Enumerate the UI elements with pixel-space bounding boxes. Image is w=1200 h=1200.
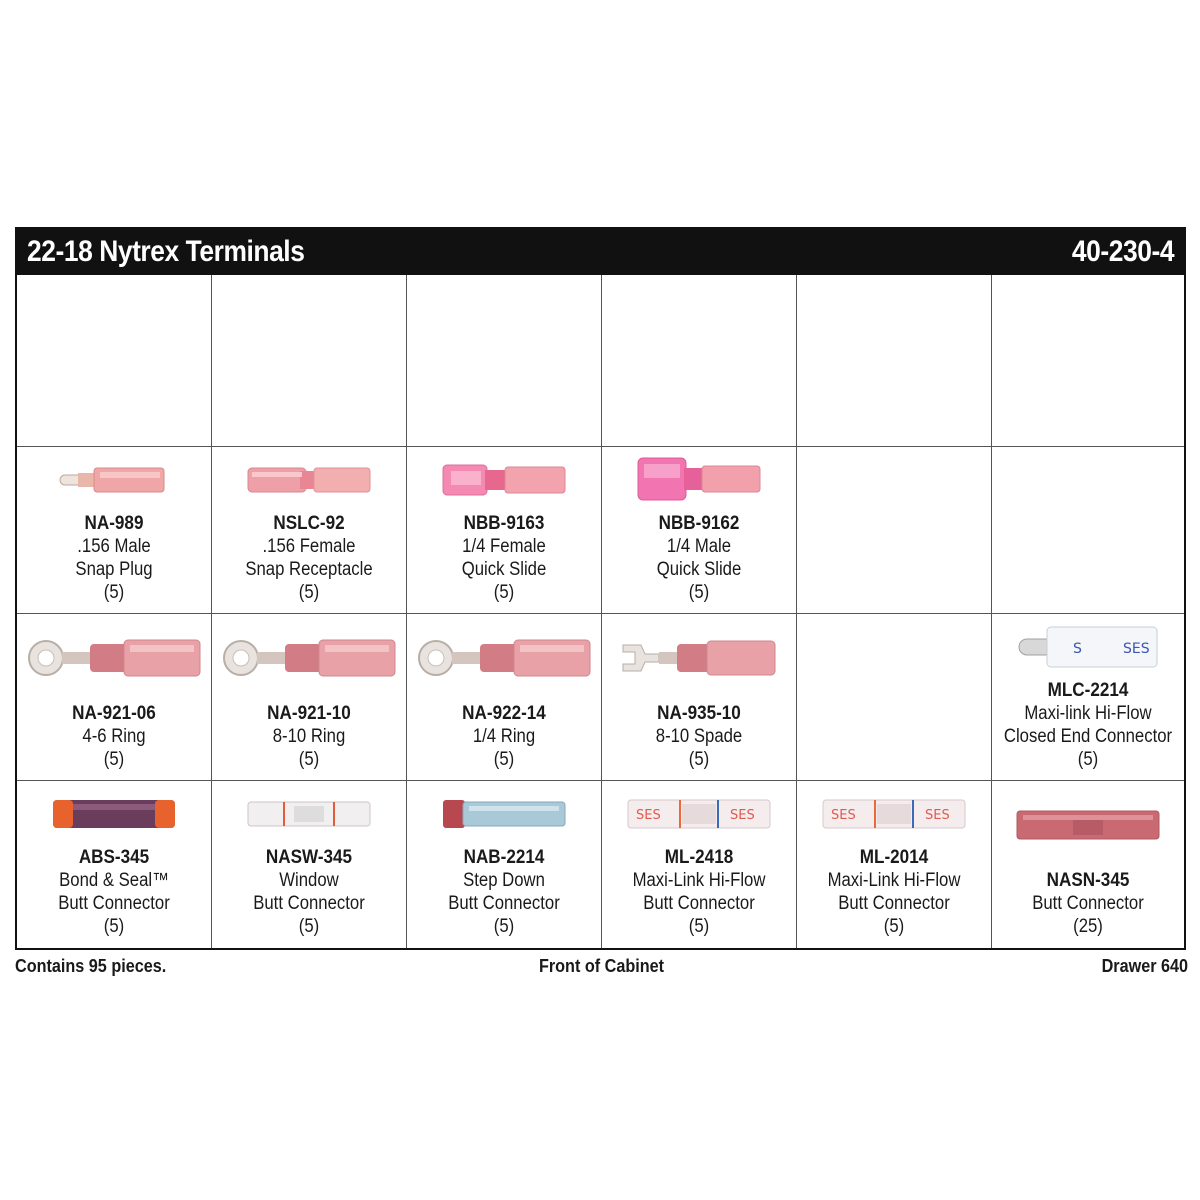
- quantity: (5): [688, 582, 710, 603]
- compartment-label: [602, 702, 796, 771]
- compartment-label: [17, 512, 211, 604]
- part-number: NA-921-10: [267, 703, 351, 724]
- description-line: 4-6 Ring: [82, 726, 146, 747]
- part-number: NAB-2214: [463, 847, 545, 868]
- svg-text:SES: SES: [831, 807, 856, 823]
- description-line: Butt Connector: [58, 893, 170, 914]
- empty-compartment: [797, 275, 992, 447]
- empty-compartment: [407, 275, 602, 447]
- compartment-nslc-92: [212, 447, 407, 614]
- quantity: (5): [493, 916, 515, 937]
- description-line: 8-10 Ring: [272, 726, 346, 747]
- compartment-na-922-14: [407, 614, 602, 781]
- part-number: NASW-345: [265, 847, 353, 868]
- quantity: (5): [298, 582, 320, 603]
- quantity: (25): [1073, 916, 1103, 937]
- quantity: (5): [1077, 749, 1099, 770]
- description-line: Maxi-link Hi-Flow: [1024, 703, 1152, 724]
- part-number: NSLC-92: [273, 513, 345, 534]
- empty-compartment: [797, 614, 992, 781]
- description-line: Snap Receptacle: [245, 559, 373, 580]
- kit-number: 40-230-4: [1071, 235, 1174, 268]
- drawer-number: Drawer 640: [1101, 956, 1188, 976]
- empty-compartment: [797, 447, 992, 614]
- description-line: Step Down: [463, 870, 545, 891]
- part-number: MLC-2214: [1047, 680, 1129, 701]
- footer: [15, 956, 1188, 980]
- title-bar: [17, 229, 1184, 275]
- quantity: (5): [298, 749, 320, 770]
- snap-receptacle-icon: [212, 447, 406, 512]
- compartment-nab-2214: [407, 781, 602, 948]
- compartment-label: [797, 846, 991, 938]
- description-line: Window: [279, 870, 339, 891]
- compartment-label: [602, 512, 796, 604]
- part-number: ML-2014: [859, 847, 929, 868]
- compartment-label: [407, 512, 601, 604]
- quantity: (5): [688, 749, 710, 770]
- part-number: NA-989: [84, 513, 144, 534]
- description-line: Closed End Connector: [1003, 726, 1173, 747]
- description-line: 1/4 Ring: [472, 726, 536, 747]
- female-quick-slide-icon: [407, 447, 601, 512]
- description-line: 1/4 Female: [462, 536, 546, 557]
- drawer-title: 22-18 Nytrex Terminals: [27, 235, 305, 268]
- compartment-na-921-10: [212, 614, 407, 781]
- compartment-label: [17, 702, 211, 771]
- description-line: Butt Connector: [448, 893, 560, 914]
- compartment-nbb-9163: [407, 447, 602, 614]
- compartment-label: [212, 702, 406, 771]
- compartment-na-935-10: [602, 614, 797, 781]
- compartment-ml-2418: [602, 781, 797, 948]
- part-number: NA-921-06: [72, 703, 156, 724]
- quantity: (5): [688, 916, 710, 937]
- description-line: Quick Slide: [656, 559, 742, 580]
- description-line: 1/4 Male: [666, 536, 732, 557]
- description-line: Butt Connector: [253, 893, 365, 914]
- compartment-label: [602, 846, 796, 938]
- compartment-label: [212, 512, 406, 604]
- window-butt-connector-icon: [212, 781, 406, 846]
- description-line: Maxi-Link Hi-Flow: [632, 870, 766, 891]
- compartment-label: [17, 846, 211, 938]
- spade-terminal-icon: [602, 614, 796, 702]
- quantity: (5): [103, 916, 125, 937]
- compartment-abs-345: [17, 781, 212, 948]
- butt-connector-icon: [992, 781, 1184, 869]
- compartment-nasn-345: [992, 781, 1184, 948]
- compartment-label: [212, 846, 406, 938]
- quantity: (5): [493, 749, 515, 770]
- piece-count: Contains 95 pieces.: [15, 956, 167, 976]
- compartment-label: [407, 702, 601, 771]
- compartment-nasw-345: [212, 781, 407, 948]
- empty-compartment: [17, 275, 212, 447]
- description-line: Snap Plug: [75, 559, 153, 580]
- quantity: (5): [298, 916, 320, 937]
- maxi-link-butt-connector-icon: [797, 781, 991, 846]
- quantity: (5): [103, 582, 125, 603]
- compartment-na-989: [17, 447, 212, 614]
- part-number: NA-935-10: [657, 703, 741, 724]
- maxi-link-butt-connector-icon: [602, 781, 796, 846]
- part-number: NASN-345: [1046, 870, 1130, 891]
- empty-compartment: [212, 275, 407, 447]
- cabinet-side: Front of Cabinet: [538, 956, 665, 976]
- compartment-label: [992, 869, 1184, 938]
- description-line: Butt Connector: [1032, 893, 1144, 914]
- bond-seal-butt-connector-icon: [17, 781, 211, 846]
- ring-terminal-icon: [212, 614, 406, 702]
- svg-text:SES: SES: [925, 807, 950, 823]
- description-line: Butt Connector: [838, 893, 950, 914]
- svg-text:S: S: [1073, 640, 1082, 657]
- description-line: Quick Slide: [461, 559, 547, 580]
- svg-text:SES: SES: [636, 807, 661, 823]
- empty-compartment: [992, 447, 1184, 614]
- quantity: (5): [493, 582, 515, 603]
- compartment-grid: [17, 275, 1184, 948]
- part-number: NBB-9163: [463, 513, 545, 534]
- description-line: .156 Male: [77, 536, 151, 557]
- compartment-na-921-06: [17, 614, 212, 781]
- compartment-nbb-9162: [602, 447, 797, 614]
- description-line: 8-10 Spade: [655, 726, 743, 747]
- part-number: ML-2418: [664, 847, 734, 868]
- male-quick-slide-icon: [602, 447, 796, 512]
- ring-terminal-icon: [17, 614, 211, 702]
- closed-end-connector-icon: [992, 614, 1184, 679]
- quantity: (5): [883, 916, 905, 937]
- description-line: .156 Female: [262, 536, 356, 557]
- compartment-label: [992, 679, 1184, 771]
- svg-text:SES: SES: [730, 807, 755, 823]
- ring-terminal-icon: [407, 614, 601, 702]
- compartment-ml-2014: [797, 781, 992, 948]
- part-number: NBB-9162: [658, 513, 740, 534]
- compartment-label: [407, 846, 601, 938]
- description-line: Bond & Seal™: [59, 870, 169, 891]
- empty-compartment: [992, 275, 1184, 447]
- step-down-butt-connector-icon: [407, 781, 601, 846]
- part-number: ABS-345: [78, 847, 150, 868]
- empty-compartment: [602, 275, 797, 447]
- snap-plug-icon: [17, 447, 211, 512]
- drawer-label-card: [15, 227, 1186, 950]
- svg-text:SES: SES: [1123, 640, 1150, 657]
- part-number: NA-922-14: [462, 703, 546, 724]
- description-line: Maxi-Link Hi-Flow: [827, 870, 961, 891]
- description-line: Butt Connector: [643, 893, 755, 914]
- quantity: (5): [103, 749, 125, 770]
- compartment-mlc-2214: [992, 614, 1184, 781]
